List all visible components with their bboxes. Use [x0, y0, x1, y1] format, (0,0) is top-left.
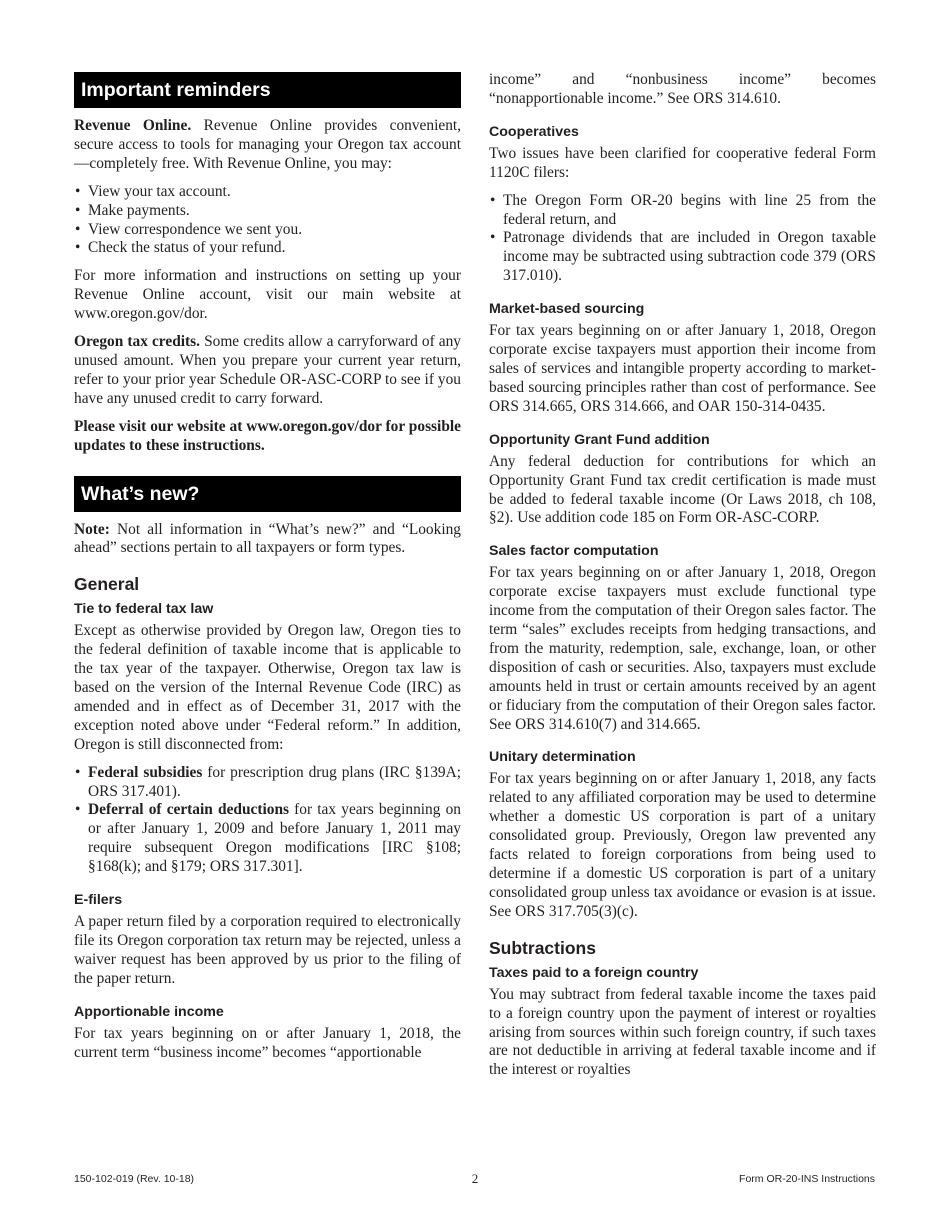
revenue-online-paragraph: Revenue Online. Revenue Online provides convenient, secure access to tools for managing your Oregon tax account—completely free. With Revenue Online, you may:	[74, 117, 462, 172]
general-heading: General	[74, 574, 140, 595]
form-title: Form OR-20-INS Instructions	[739, 1173, 875, 1185]
list-item: • Make payments.	[74, 202, 461, 221]
note-paragraph: Note: Not all information in “What’s new?” and “Looking ahead” sections pertain to all taxpayers or form types.	[74, 520, 461, 557]
sales-factor-heading: Sales factor computation	[489, 543, 659, 560]
cooperatives-list	[489, 192, 876, 287]
sales-factor-paragraph: For tax years beginning on or after January 1, 2018, Oregon corporate excise taxpayers must exclude functional type income from the computation of their Oregon sales factor. The term “sales” excludes receipts from hedging transactions, and from the maturity, redemption, sale, exchange, loan, or other disposition of cash or securities. Also, taxpayers must exclude amounts held in trust or certain amounts received by an agent or fiduciary from the computation of their Oregon sales factor. See ORS 314.610(7) and 314.665.	[489, 564, 876, 733]
tie-to-federal-heading: Tie to federal tax law	[74, 601, 214, 618]
important-reminders-banner: Important reminders	[74, 72, 461, 108]
visit-website-paragraph: Please visit our website at www.oregon.gov/dor for possible updates to these instructions.	[74, 417, 461, 454]
continued-paragraph: income” and “nonbusiness income” becomes “nonapportionable income.” See ORS 314.610.	[489, 71, 876, 107]
efilers-heading: E-filers	[74, 892, 123, 909]
subtractions-heading: Subtractions	[489, 937, 596, 958]
market-based-heading: Market-based sourcing	[489, 301, 645, 318]
list-item: • Deferral of certain deductions for tax years beginning on or after January 1, 2009 and before January 1, 2011 may require subsequent Oregon modifications [IRC §108; §168(k); and §179; ORS 317.301].	[74, 801, 461, 877]
unitary-heading: Unitary determination	[489, 749, 636, 766]
right-column	[489, 71, 876, 1080]
left-column	[74, 72, 461, 1063]
market-based-paragraph: For tax years beginning on or after January 1, 2018, Oregon corporate excise taxpayers must apportion their income from sales of services and intangible property according to market-based sourcing principles rather than cost of performance. See ORS 314.665, ORS 314.666, and OAR 150-314-0435.	[489, 322, 876, 415]
page-number: 2	[471, 1171, 479, 1186]
foreign-taxes-heading: Taxes paid to a foreign country	[489, 964, 699, 981]
tax-credits-lead: Oregon tax credits.	[74, 333, 200, 351]
apportionable-income-paragraph: For tax years beginning on or after January 1, 2018, the current term “business income” becomes “apportionable	[74, 1024, 461, 1061]
foreign-taxes-paragraph: You may subtract from federal taxable income the taxes paid to a foreign country upon the payment of interest or royalties arising from sources within such foreign country, if such taxes are not deductible in arriving at federal taxable income and if the interest or royalties	[489, 985, 876, 1079]
revenue-online-list	[74, 183, 461, 259]
efilers-paragraph: A paper return filed by a corporation required to electronically file its Oregon corporation tax return may be rejected, unless a waiver request has been approved by us prior to the filing of the paper return.	[74, 913, 461, 987]
list-item: • View correspondence we sent you.	[74, 221, 461, 240]
opportunity-grant-heading: Opportunity Grant Fund addition	[489, 431, 710, 448]
form-number: 150-102-019 (Rev. 10-18)	[74, 1173, 195, 1185]
list-item: • Patronage dividends that are included in Oregon taxable income may be subtracted using subtraction code 379 (ORS 317.010).	[489, 229, 876, 286]
list-item: • View your tax account.	[74, 183, 461, 202]
cooperatives-paragraph: Two issues have been clarified for cooperative federal Form 1120C filers:	[489, 144, 876, 181]
list-item: • Check the status of your refund.	[74, 239, 461, 258]
tie-to-federal-paragraph: Except as otherwise provided by Oregon law, Oregon ties to the federal definition of taxable income that is applicable to the tax year of the taxpayer. Otherwise, Oregon tax law is based on the version of the Internal Revenue Code (IRC) as amended and in effect as of December 31, 2017 with the exception noted above under “Federal reform.” In addition, Oregon is still disconnected from:	[74, 622, 461, 753]
cooperatives-heading: Cooperatives	[489, 123, 579, 140]
apportionable-income-heading: Apportionable income	[74, 1003, 224, 1020]
revenue-online-lead: Revenue Online.	[74, 117, 192, 134]
tax-credits-paragraph: Oregon tax credits. Some credits allow a carryforward of any unused amount. When you prepare your current year return, refer to your prior year Schedule OR-ASC-CORP to see if you have any unused credit to carry forward.	[74, 333, 462, 407]
note-lead: Note:	[74, 520, 110, 538]
list-item: • The Oregon Form OR-20 begins with line 25 from the federal return, and	[489, 192, 876, 230]
unitary-paragraph: For tax years beginning on or after January 1, 2018, any facts related to any affiliated corporation may be used to determine whether a domestic US corporation is part of a unitary consolidated group. Previously, Oregon law prevented any facts related to foreign corporations from being used to determine if a domestic US corporation is part of a unitary consolidated group unless tax avoidance or evasion is at issue. See ORS 317.705(3)(c).	[489, 770, 876, 920]
opportunity-grant-paragraph: Any federal deduction for contributions for which an Opportunity Grant Fund tax credit certification is made must be added to federal taxable income (Or Laws 2018, ch 108, §2). Use addition code 185 on Form OR-ASC-CORP.	[489, 452, 876, 527]
list-item: • Federal subsidies for prescription drug plans (IRC §139A; ORS 317.401).	[74, 764, 461, 802]
disconnected-list	[74, 764, 461, 877]
more-info-paragraph: For more information and instructions on setting up your Revenue Online account, visit our main website at www.oregon.gov/dor.	[74, 267, 461, 323]
whats-new-banner: What’s new?	[74, 476, 461, 512]
